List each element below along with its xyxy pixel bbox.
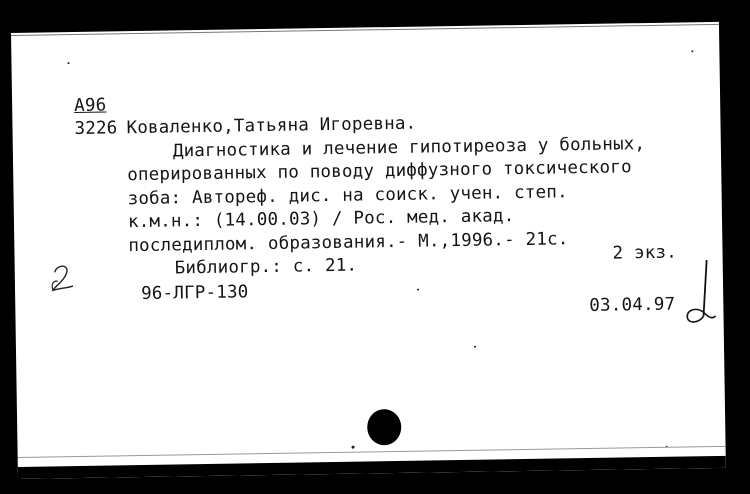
dust-speck <box>67 62 69 64</box>
title-line-4: к.м.н.: (14.00.03) / Рос. мед. акад. <box>127 206 515 233</box>
card-top-edge <box>11 24 719 36</box>
punch-hole-icon <box>367 409 402 446</box>
card-bottom-rule <box>18 446 726 458</box>
call-number: 3226 <box>74 118 118 140</box>
catalog-card <box>11 22 726 479</box>
card-bottom-edge <box>18 456 726 479</box>
dust-speck <box>417 289 419 291</box>
signature-icon <box>675 258 720 331</box>
title-line-5: последиплом. образования.- М.,1996.- 21с. <box>128 229 569 257</box>
handwritten-mark-icon <box>49 262 80 296</box>
dust-speck <box>474 346 476 348</box>
bibliography-note: Библиогр.: с. 21. <box>174 255 358 279</box>
copies-count: 2 экз. <box>612 242 678 264</box>
title-line-3: зоба: Автореф. дис. на соиск. учен. степ. <box>127 182 568 210</box>
index-code: А96 <box>73 95 107 117</box>
record-number: 96-ЛГР-130 <box>140 282 249 304</box>
dust-speck <box>691 50 693 52</box>
dust-speck <box>352 446 355 449</box>
date-stamp: 03.04.97 <box>589 294 676 316</box>
author: Коваленко,Татьяна Игоревна. <box>126 113 417 139</box>
title-line-1: Диагностика и лечение гипотиреоза у больных, <box>172 134 646 162</box>
title-line-2: оперированных по поводу диффузного токсического <box>127 157 632 186</box>
